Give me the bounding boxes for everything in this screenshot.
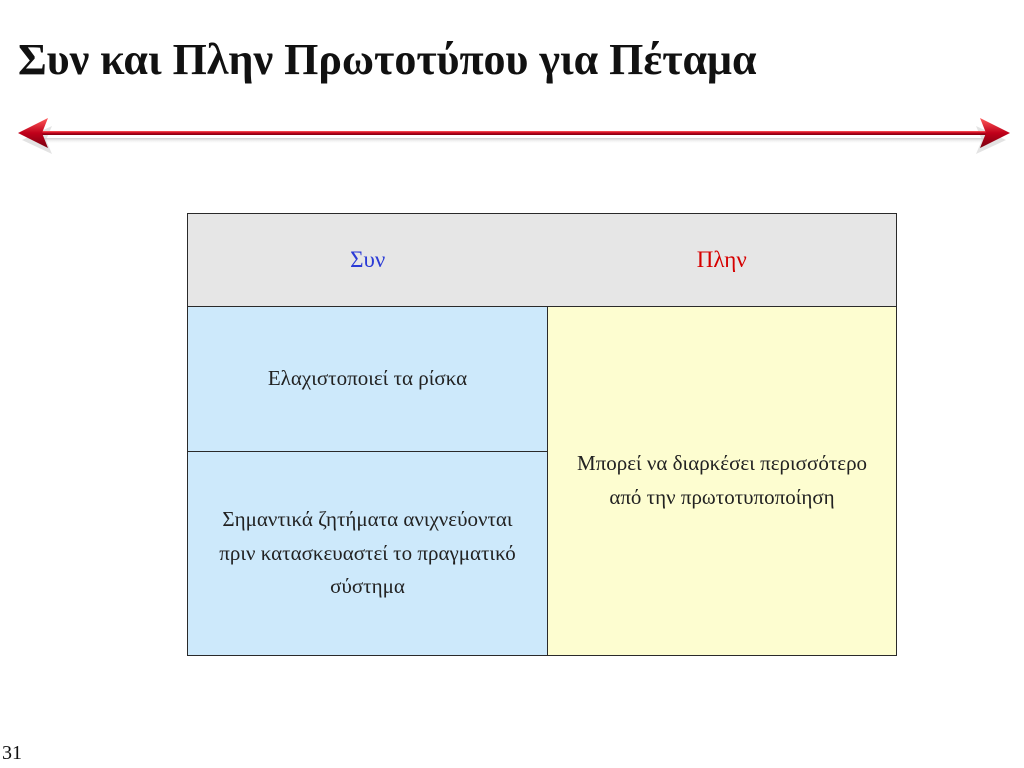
con-item-1: Μπορεί να διαρκέσει περισσότερο από την πρωτοτυποποίηση	[548, 307, 897, 656]
slide-title: Συν και Πλην Πρωτοτύπου για Πέταμα	[18, 35, 757, 84]
pro-item-1: Ελαχιστοποιεί τα ρίσκα	[188, 307, 548, 452]
page-number: 31	[2, 742, 22, 764]
pros-cons-table	[187, 213, 897, 656]
cons-header: Πλην	[548, 214, 897, 307]
pro-item-2: Σημαντικά ζητήματα ανιχνεύονται πριν κατασκευαστεί το πραγματικό σύστημα	[188, 452, 548, 656]
double-arrow-divider	[18, 114, 1010, 160]
divider-shadow	[40, 138, 990, 144]
divider-line	[40, 131, 988, 135]
pros-header: Συν	[188, 214, 548, 307]
